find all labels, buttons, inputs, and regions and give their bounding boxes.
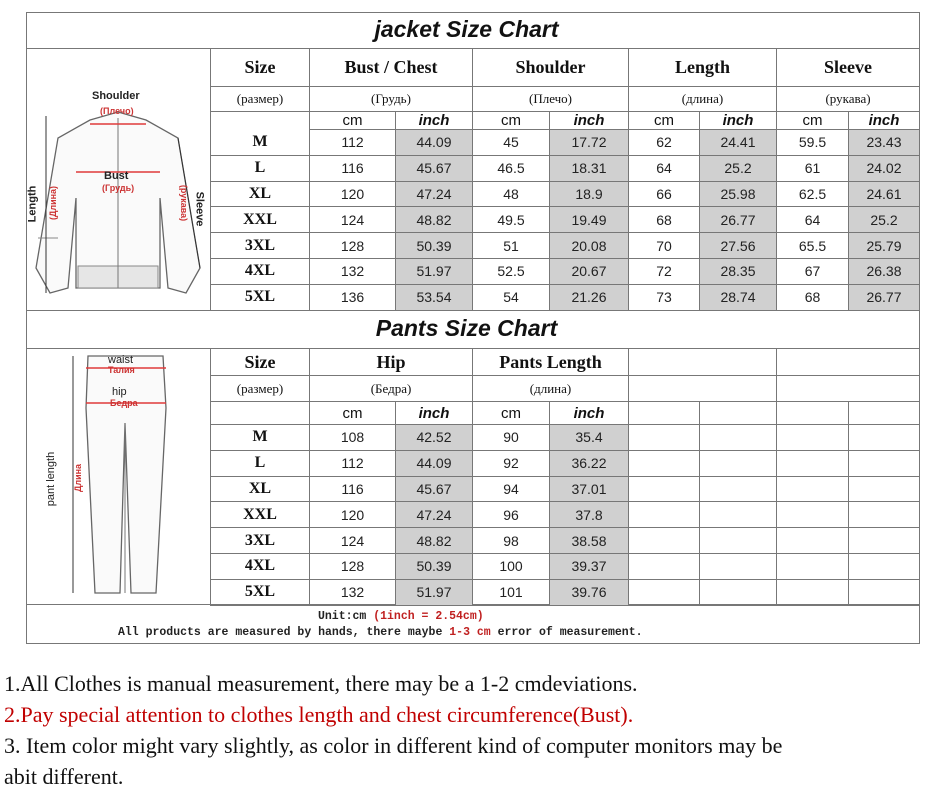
jacket-cell: 45.67 <box>396 156 472 181</box>
pants-cell: 48.82 <box>396 528 472 553</box>
jacket-cell: 24.41 <box>700 130 776 155</box>
pants-cell: 44.09 <box>396 451 472 476</box>
footnote-measure-prefix: All products are measured by hands, there maybe <box>118 626 450 639</box>
jacket-cell: 21.26 <box>550 285 628 310</box>
jacket-cell: 54 <box>503 289 519 306</box>
footnote-unit <box>318 610 484 623</box>
jacket-header-1: Bust / Chest <box>344 57 438 77</box>
pants-size-6: 5XL <box>244 583 276 601</box>
jacket-cell: 67 <box>804 263 821 280</box>
note-3: 3. Item color might vary slightly, as color in different kind of computer monitors may be <box>4 733 783 758</box>
pants-cell: 101 <box>499 584 523 601</box>
jacket-header-ru-3: (длина) <box>681 91 724 106</box>
jacket-unit-inch: inch <box>418 112 450 129</box>
jacket-unit-inch: inch <box>722 112 754 129</box>
jacket-size-1: L <box>254 159 266 177</box>
jacket-cell: 64 <box>804 211 821 228</box>
pants-cell: 120 <box>340 506 365 523</box>
pants-cell: 98 <box>503 532 519 549</box>
shoulder-label: Shoulder <box>92 90 140 102</box>
jacket-cell: 51.97 <box>396 259 472 284</box>
pants-diagram <box>28 348 208 603</box>
jacket-cell: 26.77 <box>700 207 776 232</box>
table-rule <box>26 310 920 311</box>
jacket-unit-inch: inch <box>573 112 605 129</box>
jacket-cell: 23.43 <box>849 130 919 155</box>
pants-cell: 39.37 <box>550 554 628 579</box>
jacket-cell: 48.82 <box>396 207 472 232</box>
jacket-cell: 17.72 <box>550 130 628 155</box>
jacket-cell: 124 <box>340 211 365 228</box>
jacket-cell: 132 <box>340 263 365 280</box>
jacket-cell: 25.79 <box>849 233 919 258</box>
pants-unit-inch: inch <box>573 404 605 422</box>
footnote-measure-suffix: error of measurement. <box>490 626 643 639</box>
jacket-cell: 19.49 <box>550 207 628 232</box>
jacket-header-ru-4: (рукава) <box>825 91 871 106</box>
jacket-header-ru-1: (Грудь) <box>371 91 411 106</box>
jacket-diagram <box>28 88 208 313</box>
jacket-cell: 66 <box>656 185 672 202</box>
jacket-cell: 62 <box>656 134 672 151</box>
pants-size-4: 3XL <box>244 531 276 549</box>
bust-ru-label: (Грудь) <box>102 183 135 193</box>
notes <box>4 668 929 792</box>
pants-header-1: Hip <box>376 351 406 372</box>
jacket-cell: 62.5 <box>798 185 827 202</box>
jacket-cell: 46.5 <box>497 160 525 177</box>
sleeve-label: Sleeve <box>193 191 206 227</box>
jacket-title: jacket Size Chart <box>374 16 559 42</box>
jacket-cell: 128 <box>340 237 365 254</box>
jacket-cell: 27.56 <box>700 233 776 258</box>
jacket-unit-cm: cm <box>802 112 823 129</box>
pants-cell: 116 <box>341 480 364 497</box>
pants-header-0: Size <box>244 351 276 372</box>
jacket-cell: 47.24 <box>396 182 472 207</box>
table-rule <box>628 348 629 605</box>
pants-cell: 51.97 <box>396 580 472 605</box>
jacket-cell: 25.2 <box>849 207 919 232</box>
pants-cell: 124 <box>340 532 365 549</box>
jacket-cell: 26.77 <box>849 285 919 310</box>
pants-header-ru-1: (Бедра) <box>370 380 412 396</box>
note-1: 1.All Clothes is manual measurement, there may be a 1-2 cmdeviations. <box>4 671 638 696</box>
bust-label: Bust <box>104 170 129 182</box>
pants-size-1: L <box>254 454 266 472</box>
jacket-cell: 65.5 <box>798 237 827 254</box>
jacket-cell: 26.38 <box>849 259 919 284</box>
pant-length-ru-label: Длина <box>73 463 84 493</box>
pants-header-2: Pants Length <box>499 351 602 372</box>
table-rule <box>848 401 849 605</box>
jacket-size-0: M <box>252 133 268 151</box>
jacket-size-5: 4XL <box>244 262 276 280</box>
pants-cell: 39.76 <box>550 580 628 605</box>
pants-cell: 90 <box>503 429 519 446</box>
jacket-cell: 18.31 <box>550 156 628 181</box>
pants-cell: 132 <box>340 584 365 601</box>
jacket-cell: 24.02 <box>849 156 919 181</box>
shoulder-ru-label: (Плечо) <box>100 106 134 116</box>
pants-cell: 47.24 <box>396 502 472 527</box>
jacket-cell: 61 <box>804 160 821 177</box>
jacket-cell: 48 <box>503 185 519 202</box>
pants-cell: 108 <box>340 429 365 446</box>
note-2: 2.Pay special attention to clothes length and chest circumference(Bust). <box>4 702 634 727</box>
jacket-cell: 116 <box>341 160 364 177</box>
table-rule <box>699 401 700 605</box>
pants-size-5: 4XL <box>244 557 276 575</box>
jacket-cell: 68 <box>656 211 672 228</box>
pants-cell: 38.58 <box>550 528 628 553</box>
jacket-cell: 50.39 <box>396 233 472 258</box>
jacket-header-3: Length <box>674 57 730 77</box>
jacket-cell: 24.61 <box>849 182 919 207</box>
footnote-measurement <box>118 626 643 639</box>
jacket-cell: 25.2 <box>700 156 776 181</box>
jacket-cell: 44.09 <box>396 130 472 155</box>
jacket-cell: 51 <box>503 237 519 254</box>
jacket-cell: 18.9 <box>550 182 628 207</box>
jacket-cell: 64 <box>656 160 672 177</box>
jacket-cell: 20.67 <box>550 259 628 284</box>
pants-unit-inch: inch <box>418 404 450 422</box>
footnote-measure-range: 1-3 cm <box>449 626 491 639</box>
pants-cell: 100 <box>499 558 523 575</box>
jacket-cell: 72 <box>656 263 672 280</box>
jacket-header-0: Size <box>244 57 276 77</box>
pants-size-2: XL <box>248 479 272 497</box>
jacket-unit-cm: cm <box>654 112 674 129</box>
jacket-cell: 25.98 <box>700 182 776 207</box>
jacket-cell: 52.5 <box>497 263 525 280</box>
pants-cell: 112 <box>341 455 364 472</box>
jacket-unit-inch: inch <box>868 112 900 129</box>
pants-size-0: M <box>252 428 268 446</box>
jacket-unit-cm: cm <box>342 112 363 129</box>
pants-cell: 37.01 <box>550 477 628 502</box>
jacket-cell: 53.54 <box>396 285 472 310</box>
jacket-cell: 28.74 <box>700 285 776 310</box>
waist-label: waist <box>108 354 134 366</box>
jacket-cell: 28.35 <box>700 259 776 284</box>
jacket-cell: 49.5 <box>497 211 525 228</box>
pants-header-ru-0: (размер) <box>236 380 284 396</box>
pants-size-3: XXL <box>243 505 277 523</box>
jacket-cell: 20.08 <box>550 233 628 258</box>
footnote-unit-prefix: Unit:cm <box>318 610 374 623</box>
table-rule <box>776 348 777 605</box>
jacket-cell: 136 <box>340 289 365 306</box>
note-4: abit different. <box>4 764 124 789</box>
jacket-cell: 73 <box>656 289 672 306</box>
pants-title: Pants Size Chart <box>375 315 558 341</box>
jacket-cell: 120 <box>340 185 365 202</box>
hip-label: hip <box>112 386 127 398</box>
jacket-unit-cm: cm <box>501 112 521 129</box>
jacket-cell: 45 <box>503 134 519 151</box>
pants-cell: 42.52 <box>396 425 472 450</box>
pants-cell: 50.39 <box>396 554 472 579</box>
pants-cell: 45.67 <box>396 477 472 502</box>
jacket-cell: 70 <box>656 237 672 254</box>
pants-cell: 128 <box>340 558 365 575</box>
pants-cell: 36.22 <box>550 451 628 476</box>
length-ru-label: (Длина) <box>48 185 59 221</box>
jacket-header-4: Sleeve <box>824 57 872 77</box>
length-label: Length <box>26 185 39 223</box>
pants-unit-cm: cm <box>501 404 521 422</box>
jacket-cell: 112 <box>341 134 364 151</box>
jacket-size-2: XL <box>248 184 272 202</box>
jacket-size-6: 5XL <box>244 288 276 306</box>
jacket-cell: 59.5 <box>798 134 827 151</box>
pants-cell: 35.4 <box>550 425 628 450</box>
waist-ru-label: Талия <box>108 365 135 375</box>
jacket-size-3: XXL <box>243 210 277 228</box>
jacket-cell: 68 <box>804 289 821 306</box>
pants-unit-cm: cm <box>342 404 363 422</box>
jacket-size-4: 3XL <box>244 236 276 254</box>
hip-ru-label: Бедра <box>110 398 138 408</box>
pants-cell: 94 <box>503 480 519 497</box>
footnote-unit-conversion: (1inch = 2.54cm) <box>373 610 484 623</box>
pants-cell: 92 <box>503 455 519 472</box>
pants-cell: 37.8 <box>550 502 628 527</box>
pants-cell: 96 <box>503 506 519 523</box>
sleeve-ru-label: (рукава) <box>179 184 190 222</box>
jacket-header-2: Shoulder <box>515 57 586 77</box>
jacket-header-ru-2: (Плечо) <box>528 91 573 106</box>
jacket-header-ru-0: (размер) <box>236 91 284 106</box>
pant-length-label: pant length <box>45 451 58 507</box>
pants-header-ru-2: (длина) <box>529 380 572 396</box>
